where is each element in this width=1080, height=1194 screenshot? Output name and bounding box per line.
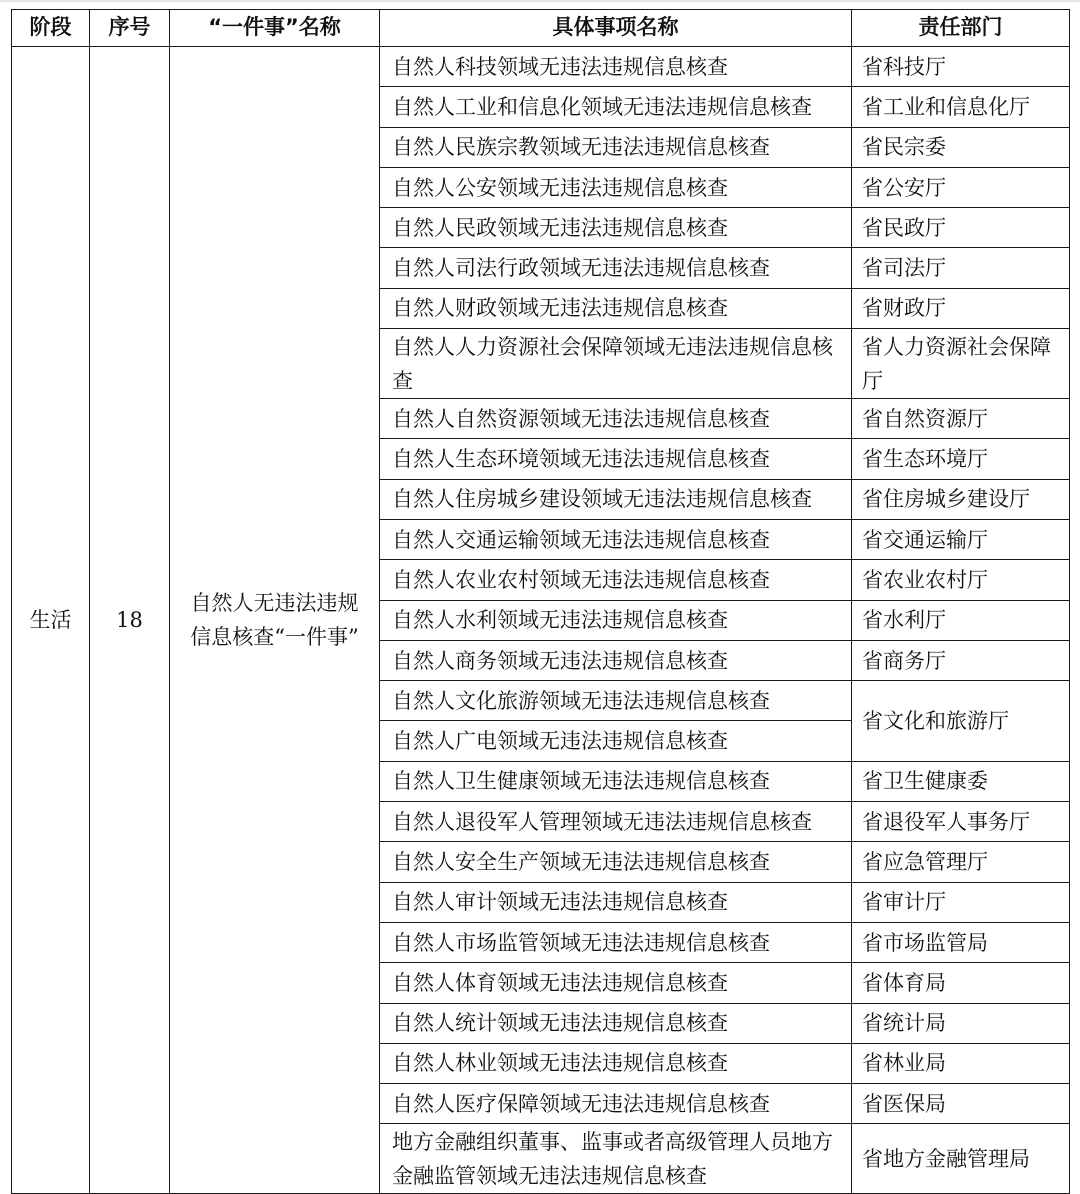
dept-cell: 省文化和旅游厅	[852, 681, 1070, 762]
matter-cell: 自然人商务领域无违法违规信息核查	[380, 640, 852, 680]
dept-cell: 省退役军人事务厅	[852, 802, 1070, 842]
dept-cell: 省工业和信息化厅	[852, 87, 1070, 127]
table-body	[12, 47, 1070, 1194]
dept-cell: 省民政厅	[852, 208, 1070, 248]
matter-cell: 自然人生态环境领域无违法违规信息核查	[380, 439, 852, 479]
matter-cell: 自然人人力资源社会保障领域无违法违规信息核查	[380, 329, 852, 399]
table-header	[12, 10, 1070, 47]
header-seq: 序号	[90, 10, 170, 47]
dept-cell: 省自然资源厅	[852, 399, 1070, 439]
page-top-rule	[0, 0, 1080, 2]
matter-cell: 自然人审计领域无违法违规信息核查	[380, 882, 852, 922]
matter-cell: 自然人文化旅游领域无违法违规信息核查	[380, 681, 852, 721]
matter-cell: 自然人卫生健康领域无违法违规信息核查	[380, 761, 852, 801]
dept-cell: 省民宗委	[852, 127, 1070, 167]
matter-cell: 自然人住房城乡建设领域无违法违规信息核查	[380, 479, 852, 519]
item-name-cell: 自然人无违法违规信息核查“一件事”	[170, 47, 380, 1194]
matter-cell: 自然人交通运输领域无违法违规信息核查	[380, 519, 852, 559]
dept-cell: 省司法厅	[852, 248, 1070, 288]
dept-cell: 省体育局	[852, 963, 1070, 1003]
matter-cell: 自然人广电领域无违法违规信息核查	[380, 721, 852, 761]
dept-cell: 省地方金融管理局	[852, 1124, 1070, 1194]
stage-cell: 生活	[12, 47, 90, 1194]
matter-cell: 自然人水利领域无违法违规信息核查	[380, 600, 852, 640]
dept-cell: 省水利厅	[852, 600, 1070, 640]
header-item-name: “一件事”名称	[170, 10, 380, 47]
dept-cell: 省医保局	[852, 1084, 1070, 1124]
dept-cell: 省统计局	[852, 1003, 1070, 1043]
dept-cell: 省农业农村厅	[852, 560, 1070, 600]
table-row	[12, 47, 1070, 87]
matter-cell: 自然人医疗保障领域无违法违规信息核查	[380, 1084, 852, 1124]
matters-table	[11, 9, 1070, 1194]
dept-cell: 省应急管理厅	[852, 842, 1070, 882]
dept-cell: 省林业局	[852, 1043, 1070, 1083]
dept-cell: 省财政厅	[852, 288, 1070, 328]
matter-cell: 自然人工业和信息化领域无违法违规信息核查	[380, 87, 852, 127]
matter-cell: 自然人民政领域无违法违规信息核查	[380, 208, 852, 248]
dept-cell: 省商务厅	[852, 640, 1070, 680]
dept-cell: 省交通运输厅	[852, 519, 1070, 559]
header-dept: 责任部门	[852, 10, 1070, 47]
matter-cell: 地方金融组织董事、监事或者高级管理人员地方金融监管领域无违法违规信息核查	[380, 1124, 852, 1194]
dept-cell: 省生态环境厅	[852, 439, 1070, 479]
matter-cell: 自然人自然资源领域无违法违规信息核查	[380, 399, 852, 439]
dept-cell: 省卫生健康委	[852, 761, 1070, 801]
matter-cell: 自然人财政领域无违法违规信息核查	[380, 288, 852, 328]
seq-cell: 18	[90, 47, 170, 1194]
matter-cell: 自然人公安领域无违法违规信息核查	[380, 167, 852, 207]
matter-cell: 自然人司法行政领域无违法违规信息核查	[380, 248, 852, 288]
matter-cell: 自然人民族宗教领域无违法违规信息核查	[380, 127, 852, 167]
matter-cell: 自然人体育领域无违法违规信息核查	[380, 963, 852, 1003]
header-matter: 具体事项名称	[380, 10, 852, 47]
dept-cell: 省公安厅	[852, 167, 1070, 207]
matter-cell: 自然人安全生产领域无违法违规信息核查	[380, 842, 852, 882]
dept-cell: 省科技厅	[852, 47, 1070, 87]
matter-cell: 自然人市场监管领域无违法违规信息核查	[380, 922, 852, 962]
matter-cell: 自然人林业领域无违法违规信息核查	[380, 1043, 852, 1083]
matter-cell: 自然人科技领域无违法违规信息核查	[380, 47, 852, 87]
dept-cell: 省审计厅	[852, 882, 1070, 922]
matter-cell: 自然人农业农村领域无违法违规信息核查	[380, 560, 852, 600]
header-stage: 阶段	[12, 10, 90, 47]
dept-cell: 省市场监管局	[852, 922, 1070, 962]
matter-cell: 自然人退役军人管理领域无违法违规信息核查	[380, 802, 852, 842]
dept-cell: 省人力资源社会保障厅	[852, 329, 1070, 399]
matter-cell: 自然人统计领域无违法违规信息核查	[380, 1003, 852, 1043]
dept-cell: 省住房城乡建设厅	[852, 479, 1070, 519]
